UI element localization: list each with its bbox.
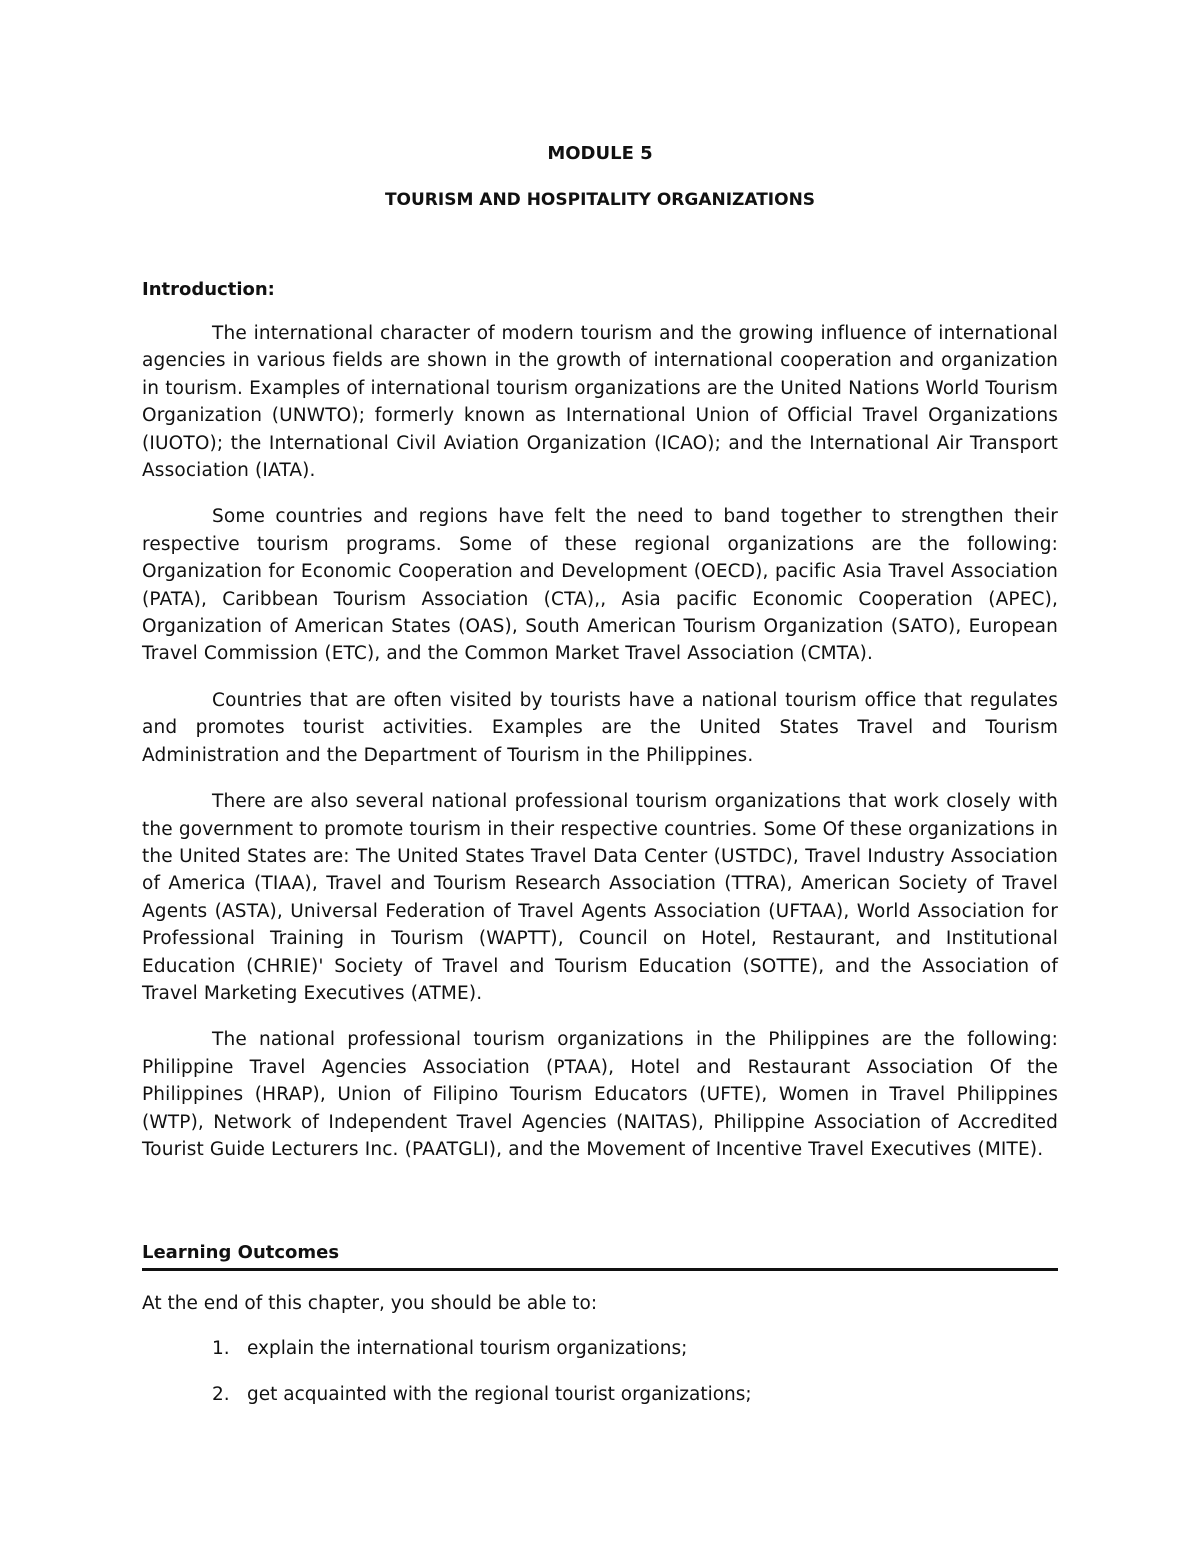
list-item-number: 1. [212, 1338, 230, 1359]
intro-paragraph-national-office: Countries that are often visited by tourists have a national tourism office that regulates and promotes tourist activities. Examples are the United States Travel and Tourism Administration and the Department of Tourism in the Philippines. [142, 689, 1058, 766]
intro-paragraph-regional: Some countries and regions have felt the need to band together to strengthen their respective tourism programs. Some of these regional organizations are the following: Organization for Economic Cooperation and Development (OECD), pacific Asia Travel Association (PATA), Caribbean Tourism Association (CTA),, Asia pacific Economic Cooperation (APEC), Organization of American States (OAS), South American Tourism Organization (SATO), European Travel Commission (ETC), and the Common Market Travel Association (CMTA). [142, 506, 1058, 665]
intro-paragraph-us-organizations: There are also several national professional tourism organizations that work closely with the government to promote tourism in their respective countries. Some Of these organizations in the United States are: The United States Travel Data Center (USTDC), Travel Industry Association of America (TIAA), Travel and Tourism Research Association (TTRA), American Society of Travel Agents (ASTA), Universal Federation of Travel Agents Association (UFTAA), World Association for Professional Training in Tourism (WAPTT), Council on Hotel, Restaurant, and Institutional Education (CHRIE)' Society of Travel and Tourism Education (SOTTE), and the Association of Travel Marketing Executives (ATME). [142, 791, 1058, 1004]
module-number: MODULE 5 [547, 143, 653, 164]
intro-paragraph-international: The international character of modern tourism and the growing influence of international agencies in various fields are shown in the growth of international cooperation and organization in tourism. Examples of international tourism organizations are the United Nations World Tourism Organization (UNWTO); formerly known as International Union of Official Travel Organizations (IUOTO); the International Civil Aviation Organization (ICAO); and the International Air Transport Association (IATA). [142, 323, 1058, 482]
list-item [142, 1382, 1058, 1428]
learning-outcomes-list [142, 1336, 1058, 1428]
learning-outcomes-intro: At the end of this chapter, you should be able to: [142, 1293, 598, 1314]
introduction-heading: Introduction: [142, 279, 275, 300]
list-item-number: 2. [212, 1384, 230, 1405]
intro-paragraph-ph-organizations: The national professional tourism organizations in the Philippines are the following: Philippine Travel Agencies Association (PTAA), Hotel and Restaurant Association Of the Philippines (HRAP), Union of Filipino Tourism Educators (UFTE), Women in Travel Philippines (WTP), Network of Independent Travel Agencies (NAITAS), Philippine Association of Accredited Tourist Guide Lecturers Inc. (PAATGLI), and the Movement of Incentive Travel Executives (MITE). [142, 1029, 1058, 1160]
module-title: TOURISM AND HOSPITALITY ORGANIZATIONS [384, 190, 816, 210]
list-item-text: get acquainted with the regional tourist organizations; [247, 1384, 752, 1405]
list-item-text: explain the international tourism organizations; [247, 1338, 688, 1359]
learning-outcomes-heading: Learning Outcomes [142, 1240, 1058, 1271]
introduction-body [142, 320, 1058, 1182]
list-item [142, 1336, 1058, 1382]
